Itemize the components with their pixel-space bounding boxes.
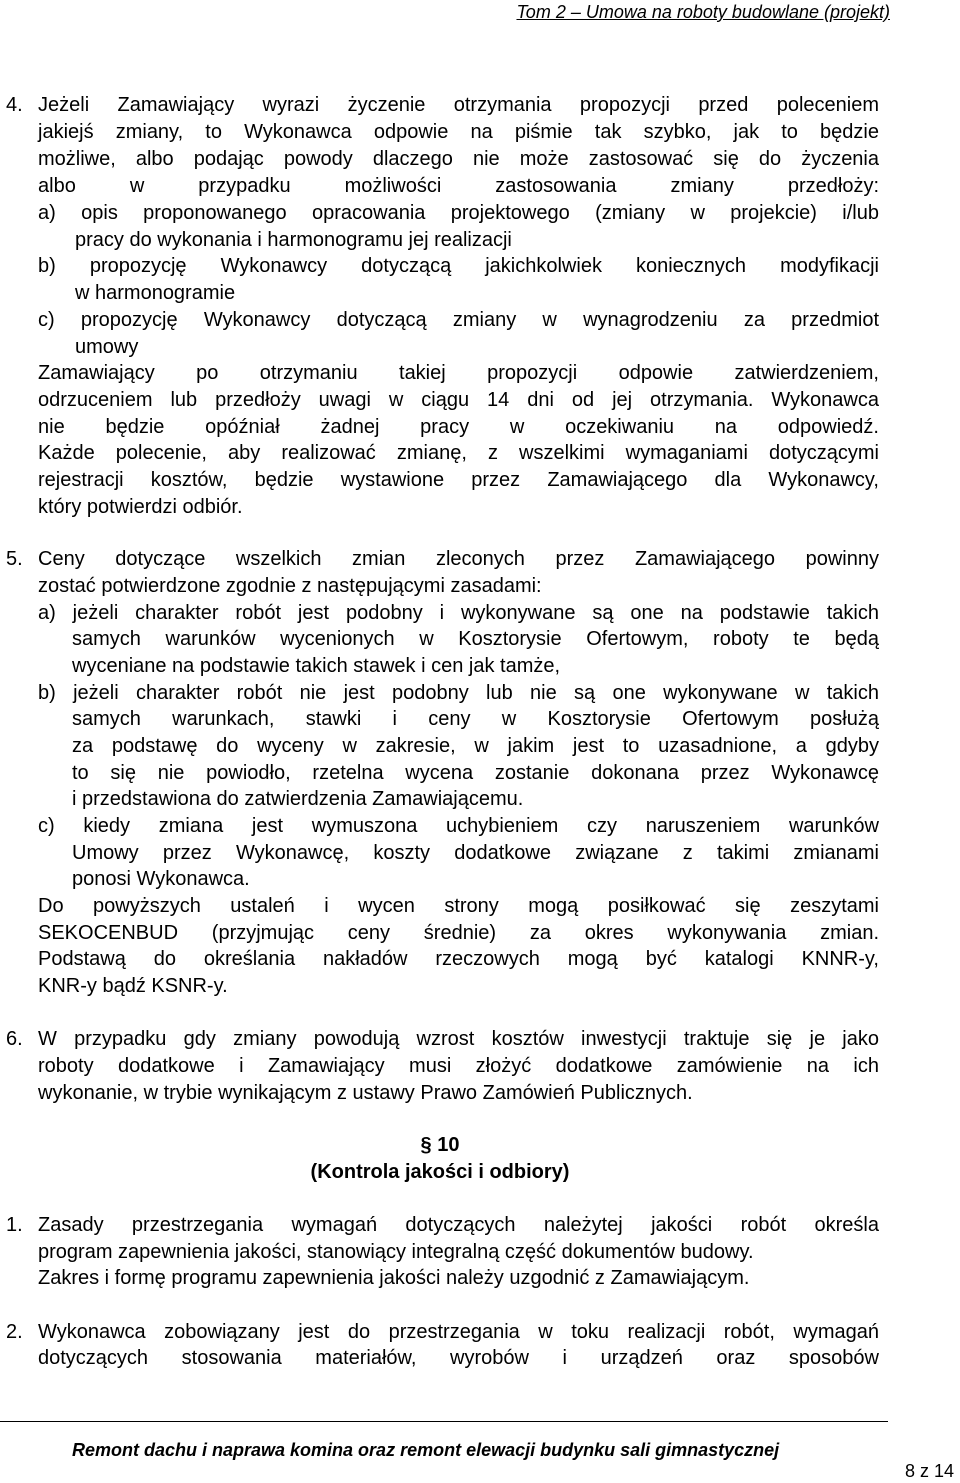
text-line: wyceniane na podstawie takich stawek i cen jak tamże, <box>72 655 561 677</box>
text-line: program zapewnienia jakości, stanowiący integralną część dokumentów budowy. <box>38 1241 754 1263</box>
text-line: zostać potwierdzone zgodnie z następującymi zasadami: <box>38 575 542 597</box>
text-line: W przypadku gdy zmiany powodują wzrost kosztów inwestycji traktuje się je jako <box>38 1028 879 1050</box>
text-line: roboty dodatkowe i Zamawiający musi złożyć dodatkowe zamówienie na ich <box>38 1055 879 1077</box>
text-line: Podstawą do określania nakładów rzeczowych mogą być katalogi KNNR-y, <box>38 948 879 970</box>
text-line: b) propozycję Wykonawcy dotyczącą jakichkolwiek koniecznych modyfikacji <box>38 255 879 277</box>
text-line: pracy do wykonania i harmonogramu jej realizacji <box>75 229 512 251</box>
text-line: albo w przypadku możliwości zastosowania zmiany przedłoży: <box>38 175 879 197</box>
text-line: dotyczących stosowania materiałów, wyrobów i urządzeń oraz sposobów <box>38 1347 879 1369</box>
text-line: samych warunków wycenionych w Kosztorysie Ofertowym, roboty te będą <box>72 628 879 650</box>
text-line: który potwierdzi odbiór. <box>38 496 243 518</box>
text-line: rejestracji kosztów, będzie wystawione przez Zamawiającego dla Wykonawcy, <box>38 469 879 491</box>
text-line: za podstawę do wyceny w zakresie, w jakim jest to uzasadnione, a gdyby <box>72 735 879 757</box>
text-line: Umowy przez Wykonawcę, koszty dodatkowe związane z takimi zmianami <box>72 842 879 864</box>
text-line: w harmonogramie <box>75 282 236 304</box>
text-line: Każde polecenie, aby realizować zmianę, z wszelkimi wymaganiami dotyczącymi <box>38 442 879 464</box>
text-line: c) kiedy zmiana jest wymuszona uchybieniem czy naruszeniem warunków <box>38 815 879 837</box>
text-line: Ceny dotyczące wszelkich zmian zleconych przez Zamawiającego powinny <box>38 548 879 570</box>
text-line: Zasady przestrzegania wymagań dotyczących należytej jakości robót określa <box>38 1214 879 1236</box>
page-number: 8 z 14 <box>904 1461 954 1481</box>
paragraph-number: 1. <box>6 1214 23 1236</box>
text-line: Wykonawca zobowiązany jest do przestrzegania w toku realizacji robót, wymagań <box>38 1321 879 1343</box>
text-line: umowy <box>75 336 139 358</box>
text-line: nie będzie opóźniał żadnej pracy w oczekiwaniu na odpowiedź. <box>38 416 879 438</box>
text-line: możliwe, albo podając powody dlaczego nie może zastosować się do życzenia <box>38 148 879 170</box>
paragraph-number: 6. <box>6 1028 23 1050</box>
text-line: i przedstawiona do zatwierdzenia Zamawiającemu. <box>72 788 524 810</box>
text-line: to się nie powiodło, rzetelna wycena zostanie dokonana przez Wykonawcę <box>72 762 879 784</box>
document-footer: Remont dachu i naprawa komina oraz remont elewacji budynku sali gimnastycznej <box>72 1440 780 1460</box>
text-line: Zakres i formę programu zapewnienia jakości należy uzgodnić z Zamawiającym. <box>38 1267 750 1289</box>
section-number: § 10 <box>420 1134 460 1156</box>
paragraph-number: 4. <box>6 94 23 116</box>
text-line: b) jeżeli charakter robót nie jest podobny lub nie są one wykonywane w takich <box>38 682 879 704</box>
text-line: c) propozycję Wykonawcy dotyczącą zmiany w wynagrodzeniu za przedmiot <box>38 309 879 331</box>
text-line: samych warunkach, stawki i ceny w Kosztorysie Ofertowym posłużą <box>72 708 879 730</box>
text-line: wykonanie, w trybie wynikającym z ustawy Prawo Zamówień Publicznych. <box>38 1082 693 1104</box>
text-line: SEKOCENBUD (przyjmując ceny średnie) za okres wykonywania zmian. <box>38 922 879 944</box>
text-line: a) jeżeli charakter robót jest podobny i wykonywane są one na podstawie takich <box>38 602 879 624</box>
text-line: odrzuceniem lub przedłoży uwagi w ciągu 14 dni od jej otrzymania. Wykonawca <box>38 389 879 411</box>
paragraph-number: 5. <box>6 548 23 570</box>
text-line: ponosi Wykonawca. <box>72 868 250 890</box>
text-line: jakiejś zmiany, to Wykonawca odpowie na piśmie tak szybko, jak to będzie <box>38 121 879 143</box>
document-header: Tom 2 – Umowa na roboty budowlane (projekt) <box>516 2 890 22</box>
text-line: a) opis proponowanego opracowania projektowego (zmiany w projekcie) i/lub <box>38 202 879 224</box>
text-line: Do powyższych ustaleń i wycen strony mogą posiłkować się zeszytami <box>38 895 879 917</box>
footer-divider <box>0 1421 888 1422</box>
text-line: Jeżeli Zamawiający wyrazi życzenie otrzymania propozycji przed poleceniem <box>38 94 879 116</box>
text-line: Zamawiający po otrzymaniu takiej propozycji odpowie zatwierdzeniem, <box>38 362 879 384</box>
paragraph-number: 2. <box>6 1321 23 1343</box>
text-line: KNR-y bądź KSNR-y. <box>38 975 228 997</box>
section-title: (Kontrola jakości i odbiory) <box>310 1161 570 1183</box>
